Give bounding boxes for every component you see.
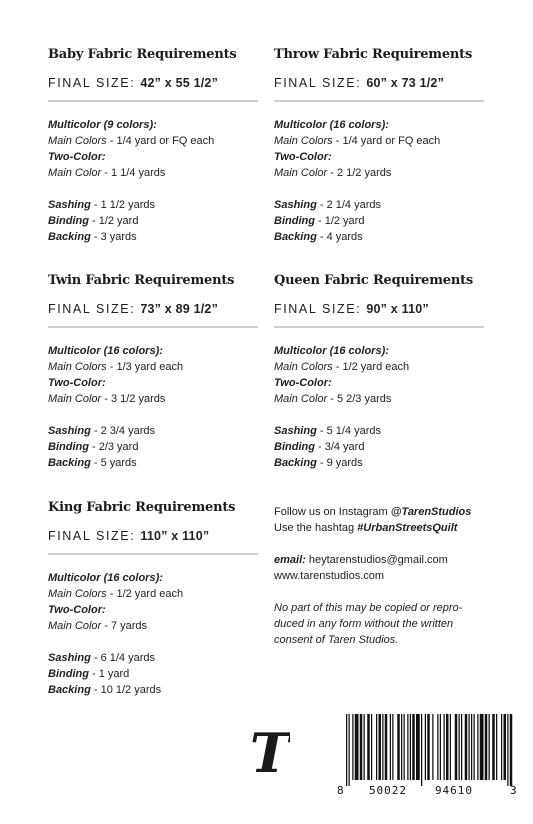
twin-size-label: FINAL SIZE:: [48, 302, 136, 316]
barcode-bar: [446, 714, 449, 780]
email-link[interactable]: heytarenstudios@gmail.com: [305, 554, 448, 566]
twin-multi-head: Multicolor (16 colors):: [48, 345, 163, 357]
throw-final-size: [274, 76, 484, 90]
barcode-bar: [401, 714, 402, 780]
barcode-bar: [437, 714, 438, 780]
queen-two-line: Main Color - 5 2/3 yards: [274, 393, 392, 405]
barcode-bar: [346, 714, 347, 786]
baby-backing: Backing - 3 yards: [48, 231, 137, 243]
twin-backing: Backing - 5 yards: [48, 457, 137, 469]
barcode-bar: [465, 714, 468, 780]
barcode-bar: [440, 714, 441, 780]
barcode-bar: [501, 714, 502, 780]
barcode-bar: [492, 714, 495, 780]
king-multi-head: Multicolor (16 colors):: [48, 572, 163, 584]
barcode-bar: [404, 714, 405, 780]
barcode-bar: [355, 714, 359, 780]
twin-final-size: [48, 302, 258, 316]
barcode-digit-first: 8: [337, 784, 344, 797]
king-two-head: Two-Color:: [48, 604, 106, 616]
twin-sashing: Sashing - 2 3/4 yards: [48, 425, 155, 437]
throw-multi-head: Multicolor (16 colors):: [274, 119, 389, 131]
barcode: [332, 710, 522, 798]
barcode-bar: [397, 714, 400, 780]
barcode-bar: [510, 714, 513, 786]
queen-two-head: Two-Color:: [274, 377, 332, 389]
baby-size-value: 42” x 55 1/2”: [140, 76, 219, 90]
queen-binding: Binding - 3/4 yard: [274, 441, 365, 453]
barcode-bar: [410, 714, 411, 780]
barcode-bar: [489, 714, 490, 780]
throw-sashing: Sashing - 2 1/4 yards: [274, 199, 381, 211]
barcode-bar: [471, 714, 472, 780]
barcode-group-right: 94610: [434, 784, 474, 797]
logo-letter: T: [250, 724, 290, 780]
email-line: email: heytarenstudios@gmail.com: [274, 554, 448, 566]
hashtag[interactable]: #UrbanStreetsQuilt: [357, 522, 458, 534]
baby-multi-head: Multicolor (9 colors):: [48, 119, 157, 131]
barcode-bar: [382, 714, 383, 780]
barcode-bar: [485, 714, 488, 780]
barcode-bar: [349, 714, 350, 786]
throw-size-label: FINAL SIZE:: [274, 76, 362, 90]
barcode-bar: [427, 714, 430, 780]
barcode-bar: [474, 714, 475, 780]
instagram-handle[interactable]: @TarenStudios: [390, 506, 472, 518]
throw-binding: Binding - 1/2 yard: [274, 215, 365, 227]
barcode-bar: [461, 714, 462, 780]
barcode-bar: [480, 714, 484, 780]
barcode-bar: [507, 714, 508, 786]
barcode-bar: [392, 714, 393, 780]
barcode-bar: [444, 714, 445, 780]
throw-divider: [274, 100, 484, 102]
king-title: King Fabric Requirements: [48, 500, 236, 515]
twin-two-line: Main Color - 3 1/2 yards: [48, 393, 166, 405]
baby-list: [48, 117, 258, 245]
throw-list: [274, 117, 484, 245]
queen-backing: Backing - 9 yards: [274, 457, 363, 469]
barcode-bar: [360, 714, 363, 780]
twin-binding: Binding - 2/3 yard: [48, 441, 139, 453]
hashtag-line: Use the hashtag #UrbanStreetsQuilt: [274, 522, 458, 534]
barcode-bar: [459, 714, 460, 780]
king-size-label: FINAL SIZE:: [48, 529, 136, 543]
queen-size-value: 90” x 110”: [366, 302, 429, 316]
throw-two-head: Two-Color:: [274, 151, 332, 163]
king-requirements: [48, 500, 258, 698]
website-link[interactable]: www.tarenstudios.com: [274, 570, 385, 582]
throw-size-value: 60” x 73 1/2”: [366, 76, 445, 90]
baby-sashing: Sashing - 1 1/2 yards: [48, 199, 155, 211]
throw-multi-line: Main Colors - 1/4 yard or FQ each: [274, 135, 441, 147]
queen-multi-head: Multicolor (16 colors):: [274, 345, 389, 357]
twin-requirements: [48, 273, 258, 471]
barcode-bar: [416, 714, 420, 780]
baby-two-head: Two-Color:: [48, 151, 106, 163]
barcode-bar: [407, 714, 408, 780]
barcode-bar: [390, 714, 391, 780]
queen-multi-line: Main Colors - 1/2 yard each: [274, 361, 410, 373]
king-backing: Backing - 10 1/2 yards: [48, 684, 162, 696]
baby-title: Baby Fabric Requirements: [48, 47, 237, 62]
baby-binding: Binding - 1/2 yard: [48, 215, 139, 227]
legal-line-2: duced in any form without the written: [274, 618, 454, 630]
throw-two-line: Main Color - 2 1/2 yards: [274, 167, 392, 179]
twin-title: Twin Fabric Requirements: [48, 273, 235, 288]
instagram-line: Follow us on Instagram @TarenStudios: [274, 506, 472, 518]
queen-requirements: [274, 273, 484, 471]
barcode-bar: [367, 714, 370, 780]
queen-divider: [274, 326, 484, 328]
throw-backing: Backing - 4 yards: [274, 231, 363, 243]
legal-line-1: No part of this may be copied or repro-: [274, 602, 463, 614]
throw-requirements: [274, 47, 484, 245]
baby-requirements: [48, 47, 258, 245]
barcode-bar: [450, 714, 451, 780]
twin-list: [48, 343, 258, 471]
baby-two-line: Main Color - 1 1/4 yards: [48, 167, 166, 179]
queen-list: [274, 343, 484, 471]
throw-title: Throw Fabric Requirements: [274, 47, 473, 62]
barcode-bar: [371, 714, 372, 780]
baby-size-label: FINAL SIZE:: [48, 76, 136, 90]
contact-info: [274, 504, 494, 648]
king-multi-line: Main Colors - 1/2 yard each: [48, 588, 184, 600]
barcode-bar: [469, 714, 470, 780]
king-two-line: Main Color - 7 yards: [48, 620, 148, 632]
king-size-value: 110” x 110”: [140, 529, 210, 543]
barcode-bar: [455, 714, 458, 780]
baby-multi-line: Main Colors - 1/4 yard or FQ each: [48, 135, 215, 147]
barcode-bar: [421, 714, 422, 786]
queen-sashing: Sashing - 5 1/4 yards: [274, 425, 381, 437]
legal-line-3: consent of Taren Studios.: [274, 634, 399, 646]
king-binding: Binding - 1 yard: [48, 668, 130, 680]
king-final-size: [48, 529, 258, 543]
king-list: [48, 570, 258, 698]
barcode-bar: [385, 714, 388, 780]
barcode-bar: [412, 714, 415, 780]
queen-size-label: FINAL SIZE:: [274, 302, 362, 316]
barcode-bar: [504, 714, 507, 780]
queen-final-size: [274, 302, 484, 316]
twin-multi-line: Main Colors - 1/3 yard each: [48, 361, 184, 373]
queen-title: Queen Fabric Requirements: [274, 273, 474, 288]
barcode-bar: [376, 714, 377, 780]
barcode-bar: [425, 714, 426, 780]
barcode-group-left: 50022: [368, 784, 408, 797]
twin-two-head: Two-Color:: [48, 377, 106, 389]
barcode-bar: [379, 714, 382, 780]
barcode-bar: [364, 714, 365, 780]
twin-divider: [48, 326, 258, 328]
king-divider: [48, 553, 258, 555]
barcode-bar: [432, 714, 433, 780]
twin-size-value: 73” x 89 1/2”: [140, 302, 219, 316]
baby-final-size: [48, 76, 258, 90]
baby-divider: [48, 100, 258, 102]
barcode-bar: [496, 714, 497, 780]
barcode-bar: [352, 714, 353, 780]
king-sashing: Sashing - 6 1/4 yards: [48, 652, 155, 664]
barcode-bar: [477, 714, 478, 780]
taren-logo-icon: [250, 724, 290, 780]
barcode-digit-last: 3: [510, 784, 517, 797]
